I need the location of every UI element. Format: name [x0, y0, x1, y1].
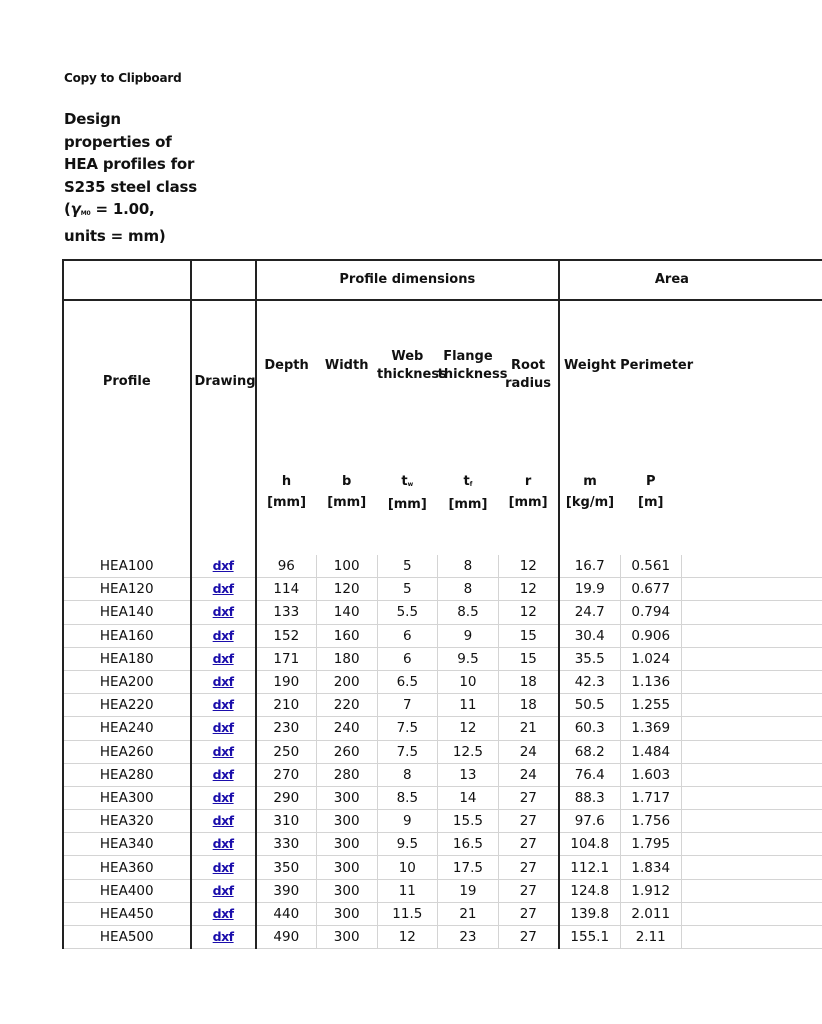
cell-root: 24 — [498, 740, 559, 763]
width-symbol: b — [342, 474, 352, 489]
cell-profile: HEA100 — [63, 555, 191, 578]
web-symbol: t — [401, 474, 408, 489]
header-group-area: Area — [559, 260, 822, 300]
cell-root: 27 — [498, 833, 559, 856]
cell-drawing — [191, 694, 256, 717]
cell-flange: 15.5 — [438, 810, 499, 833]
cell-weight: 35.5 — [559, 647, 620, 670]
header-group-drawing-blank — [191, 260, 256, 300]
width-unit: [mm] — [327, 495, 367, 510]
title-text-start: Design properties of HEA profiles for S235 steel class ( — [64, 110, 197, 219]
cell-perimeter: 1.756 — [620, 810, 681, 833]
copy-to-clipboard-link[interactable]: Copy to Clipboard — [64, 71, 182, 85]
cell-web: 12 — [377, 926, 438, 949]
cell-web: 10 — [377, 856, 438, 879]
cell-perimeter: 0.794 — [620, 601, 681, 624]
cell-flange: 12.5 — [438, 740, 499, 763]
cell-area-extra — [681, 879, 822, 902]
cell-root: 12 — [498, 555, 559, 578]
header-profile-label: Profile — [102, 374, 151, 389]
cell-width: 300 — [316, 810, 377, 833]
cell-drawing — [191, 717, 256, 740]
table-row — [63, 624, 822, 647]
cell-depth: 490 — [256, 926, 317, 949]
cell-width: 300 — [316, 856, 377, 879]
cell-width: 120 — [316, 578, 377, 601]
cell-width: 100 — [316, 555, 377, 578]
cell-profile: HEA450 — [63, 902, 191, 925]
cell-perimeter: 0.906 — [620, 624, 681, 647]
weight-unit: [kg/m] — [565, 495, 615, 510]
cell-root: 24 — [498, 763, 559, 786]
header-drawing — [191, 300, 256, 555]
dxf-download-link[interactable]: dxf — [212, 789, 234, 805]
cell-profile: HEA140 — [63, 601, 191, 624]
header-width-symbol — [316, 471, 377, 513]
cell-web: 8 — [377, 763, 438, 786]
header-weight — [559, 300, 620, 555]
header-perimeter-label: Perimeter — [620, 358, 694, 373]
cell-flange: 8 — [438, 555, 499, 578]
gamma-symbol: γ — [70, 200, 81, 219]
cell-drawing — [191, 555, 256, 578]
dxf-download-link[interactable]: dxf — [212, 813, 234, 829]
header-drawing-label: Drawing — [194, 374, 256, 389]
dxf-download-link[interactable]: dxf — [212, 743, 234, 759]
cell-area-extra — [681, 833, 822, 856]
header-root-radius — [498, 300, 559, 555]
header-depth-label: Depth — [264, 358, 309, 373]
header-group-row — [63, 260, 822, 300]
cell-profile: HEA400 — [63, 879, 191, 902]
cell-web: 7.5 — [377, 717, 438, 740]
cell-depth: 330 — [256, 833, 317, 856]
cell-width: 300 — [316, 879, 377, 902]
cell-depth: 171 — [256, 647, 317, 670]
dxf-download-link[interactable]: dxf — [212, 697, 234, 713]
cell-perimeter: 1.603 — [620, 763, 681, 786]
cell-perimeter: 1.024 — [620, 647, 681, 670]
table-row — [63, 670, 822, 693]
cell-web: 5 — [377, 555, 438, 578]
header-width-label: Width — [324, 358, 369, 373]
cell-perimeter: 1.795 — [620, 833, 681, 856]
table-row — [63, 926, 822, 949]
cell-root: 27 — [498, 902, 559, 925]
header-group-profile-blank — [63, 260, 191, 300]
cell-weight: 16.7 — [559, 555, 620, 578]
table-row — [63, 601, 822, 624]
web-unit: [mm] — [387, 497, 427, 512]
cell-depth: 133 — [256, 601, 317, 624]
cell-width: 240 — [316, 717, 377, 740]
cell-profile: HEA200 — [63, 670, 191, 693]
cell-area-extra — [681, 670, 822, 693]
header-root-symbol — [498, 471, 558, 513]
cell-width: 300 — [316, 902, 377, 925]
cell-depth: 152 — [256, 624, 317, 647]
cell-width: 140 — [316, 601, 377, 624]
cell-profile: HEA220 — [63, 694, 191, 717]
dxf-download-link[interactable]: dxf — [212, 581, 234, 597]
cell-weight: 42.3 — [559, 670, 620, 693]
cell-depth: 310 — [256, 810, 317, 833]
cell-drawing — [191, 786, 256, 809]
profiles-table — [62, 259, 822, 949]
header-area-extra — [681, 300, 822, 555]
table-row — [63, 717, 822, 740]
cell-area-extra — [681, 717, 822, 740]
cell-width: 300 — [316, 786, 377, 809]
header-flange-label: Flange thickness — [437, 349, 508, 382]
header-web-thickness — [377, 300, 447, 555]
cell-width: 300 — [316, 926, 377, 949]
title-text-end: = 1.00, units = mm) — [64, 200, 166, 245]
table-row — [63, 578, 822, 601]
cell-area-extra — [681, 926, 822, 949]
cell-flange: 23 — [438, 926, 499, 949]
cell-depth: 270 — [256, 763, 317, 786]
table-row — [63, 856, 822, 879]
cell-web: 5 — [377, 578, 438, 601]
cell-width: 300 — [316, 833, 377, 856]
header-web-symbol — [377, 471, 438, 515]
cell-area-extra — [681, 810, 822, 833]
cell-area-extra — [681, 555, 822, 578]
cell-profile: HEA180 — [63, 647, 191, 670]
flange-unit: [mm] — [448, 497, 488, 512]
header-depth-symbol — [257, 471, 317, 513]
dxf-download-link[interactable]: dxf — [212, 720, 234, 736]
cell-weight: 155.1 — [559, 926, 620, 949]
cell-web: 6.5 — [377, 670, 438, 693]
cell-flange: 11 — [438, 694, 499, 717]
cell-perimeter: 2.11 — [620, 926, 681, 949]
cell-flange: 9 — [438, 624, 499, 647]
cell-drawing — [191, 647, 256, 670]
flange-subscript: f — [469, 481, 473, 488]
cell-flange: 14 — [438, 786, 499, 809]
cell-weight: 88.3 — [559, 786, 620, 809]
cell-depth: 290 — [256, 786, 317, 809]
cell-root: 15 — [498, 647, 559, 670]
dxf-download-link[interactable]: dxf — [212, 905, 234, 921]
table-row — [63, 810, 822, 833]
cell-web: 6 — [377, 647, 438, 670]
cell-weight: 76.4 — [559, 763, 620, 786]
cell-root: 27 — [498, 786, 559, 809]
cell-flange: 10 — [438, 670, 499, 693]
cell-flange: 19 — [438, 879, 499, 902]
table-row — [63, 694, 822, 717]
cell-perimeter: 1.717 — [620, 786, 681, 809]
dxf-download-link[interactable]: dxf — [212, 650, 234, 666]
cell-weight: 24.7 — [559, 601, 620, 624]
cell-weight: 30.4 — [559, 624, 620, 647]
table-row — [63, 763, 822, 786]
cell-web: 7 — [377, 694, 438, 717]
cell-weight: 97.6 — [559, 810, 620, 833]
cell-area-extra — [681, 740, 822, 763]
cell-web: 9 — [377, 810, 438, 833]
cell-flange: 8.5 — [438, 601, 499, 624]
header-perimeter-symbol — [620, 471, 681, 513]
cell-flange: 17.5 — [438, 856, 499, 879]
cell-weight: 60.3 — [559, 717, 620, 740]
cell-web: 5.5 — [377, 601, 438, 624]
cell-depth: 230 — [256, 717, 317, 740]
cell-profile: HEA280 — [63, 763, 191, 786]
cell-profile: HEA500 — [63, 926, 191, 949]
dxf-download-link[interactable]: dxf — [212, 674, 234, 690]
cell-drawing — [191, 740, 256, 763]
header-group-profile-dimensions: Profile dimensions — [256, 260, 559, 300]
root-symbol: r — [524, 474, 532, 489]
header-web-label: Web thickness — [377, 349, 447, 382]
table-row — [63, 647, 822, 670]
header-weight-label: Weight — [564, 358, 616, 373]
cell-drawing — [191, 879, 256, 902]
header-profile — [63, 300, 191, 555]
flange-symbol: t — [463, 474, 470, 489]
cell-depth: 210 — [256, 694, 317, 717]
cell-depth: 440 — [256, 902, 317, 925]
perimeter-symbol: P — [645, 474, 656, 489]
cell-width: 180 — [316, 647, 377, 670]
cell-perimeter: 0.561 — [620, 555, 681, 578]
cell-width: 280 — [316, 763, 377, 786]
cell-area-extra — [681, 763, 822, 786]
cell-web: 7.5 — [377, 740, 438, 763]
cell-weight: 112.1 — [559, 856, 620, 879]
cell-area-extra — [681, 647, 822, 670]
cell-depth: 390 — [256, 879, 317, 902]
cell-depth: 96 — [256, 555, 317, 578]
gamma-subscript: M0 — [80, 210, 91, 218]
cell-perimeter: 2.011 — [620, 902, 681, 925]
cell-area-extra — [681, 624, 822, 647]
cell-flange: 12 — [438, 717, 499, 740]
cell-depth: 350 — [256, 856, 317, 879]
cell-weight: 50.5 — [559, 694, 620, 717]
weight-symbol: m — [583, 474, 597, 489]
cell-area-extra — [681, 786, 822, 809]
cell-flange: 9.5 — [438, 647, 499, 670]
cell-drawing — [191, 624, 256, 647]
header-perimeter — [620, 300, 694, 555]
cell-root: 21 — [498, 717, 559, 740]
cell-perimeter: 1.912 — [620, 879, 681, 902]
table-row — [63, 786, 822, 809]
cell-root: 18 — [498, 670, 559, 693]
cell-flange: 21 — [438, 902, 499, 925]
table-row — [63, 902, 822, 925]
cell-profile: HEA360 — [63, 856, 191, 879]
dxf-download-link[interactable]: dxf — [212, 604, 234, 620]
cell-web: 9.5 — [377, 833, 438, 856]
cell-perimeter: 1.369 — [620, 717, 681, 740]
cell-root: 12 — [498, 578, 559, 601]
cell-weight: 68.2 — [559, 740, 620, 763]
cell-drawing — [191, 833, 256, 856]
perimeter-unit: [m] — [638, 495, 664, 510]
header-depth — [256, 300, 317, 555]
cell-drawing — [191, 810, 256, 833]
cell-profile: HEA300 — [63, 786, 191, 809]
cell-drawing — [191, 601, 256, 624]
cell-profile: HEA160 — [63, 624, 191, 647]
cell-drawing — [191, 856, 256, 879]
header-flange-thickness — [437, 300, 508, 555]
cell-web: 11.5 — [377, 902, 438, 925]
cell-area-extra — [681, 694, 822, 717]
cell-flange: 16.5 — [438, 833, 499, 856]
dxf-download-link[interactable]: dxf — [212, 836, 234, 852]
cell-area-extra — [681, 601, 822, 624]
cell-profile: HEA340 — [63, 833, 191, 856]
cell-profile: HEA240 — [63, 717, 191, 740]
cell-root: 12 — [498, 601, 559, 624]
header-flange-symbol — [438, 471, 499, 515]
cell-perimeter: 1.136 — [620, 670, 681, 693]
header-weight-symbol — [560, 471, 620, 513]
depth-unit: [mm] — [267, 495, 307, 510]
cell-drawing — [191, 926, 256, 949]
depth-symbol: h — [281, 474, 292, 489]
cell-drawing — [191, 763, 256, 786]
dxf-download-link[interactable]: dxf — [212, 766, 234, 782]
cell-area-extra — [681, 902, 822, 925]
cell-weight: 19.9 — [559, 578, 620, 601]
cell-root: 27 — [498, 926, 559, 949]
cell-perimeter: 1.834 — [620, 856, 681, 879]
cell-profile: HEA120 — [63, 578, 191, 601]
table-viewport[interactable] — [62, 259, 694, 946]
cell-drawing — [191, 670, 256, 693]
cell-perimeter: 1.255 — [620, 694, 681, 717]
table-row — [63, 879, 822, 902]
cell-perimeter: 1.484 — [620, 740, 681, 763]
cell-profile: HEA260 — [63, 740, 191, 763]
table-row — [63, 555, 822, 578]
cell-root: 27 — [498, 810, 559, 833]
cell-drawing — [191, 902, 256, 925]
cell-weight: 124.8 — [559, 879, 620, 902]
cell-width: 220 — [316, 694, 377, 717]
web-subscript: w — [407, 481, 414, 488]
cell-root: 18 — [498, 694, 559, 717]
cell-root: 27 — [498, 856, 559, 879]
header-width — [316, 300, 377, 555]
cell-area-extra — [681, 578, 822, 601]
cell-width: 200 — [316, 670, 377, 693]
dxf-download-link[interactable]: dxf — [212, 859, 234, 875]
header-root-label: Root radius — [505, 358, 552, 391]
cell-depth: 114 — [256, 578, 317, 601]
cell-weight: 104.8 — [559, 833, 620, 856]
cell-weight: 139.8 — [559, 902, 620, 925]
cell-root: 15 — [498, 624, 559, 647]
dxf-download-link[interactable]: dxf — [212, 627, 234, 643]
cell-profile: HEA320 — [63, 810, 191, 833]
table-body — [63, 555, 822, 949]
cell-area-extra — [681, 856, 822, 879]
page-title — [64, 108, 199, 248]
dxf-download-link[interactable]: dxf — [212, 929, 234, 945]
dxf-download-link[interactable]: dxf — [212, 882, 234, 898]
cell-width: 160 — [316, 624, 377, 647]
cell-web: 8.5 — [377, 786, 438, 809]
cell-depth: 250 — [256, 740, 317, 763]
cell-drawing — [191, 578, 256, 601]
cell-depth: 190 — [256, 670, 317, 693]
table-row — [63, 740, 822, 763]
cell-web: 11 — [377, 879, 438, 902]
root-unit: [mm] — [508, 495, 548, 510]
cell-flange: 13 — [438, 763, 499, 786]
header-column-row — [63, 300, 822, 555]
cell-web: 6 — [377, 624, 438, 647]
cell-flange: 8 — [438, 578, 499, 601]
cell-perimeter: 0.677 — [620, 578, 681, 601]
cell-root: 27 — [498, 879, 559, 902]
dxf-download-link[interactable]: dxf — [212, 558, 234, 574]
table-row — [63, 833, 822, 856]
cell-width: 260 — [316, 740, 377, 763]
